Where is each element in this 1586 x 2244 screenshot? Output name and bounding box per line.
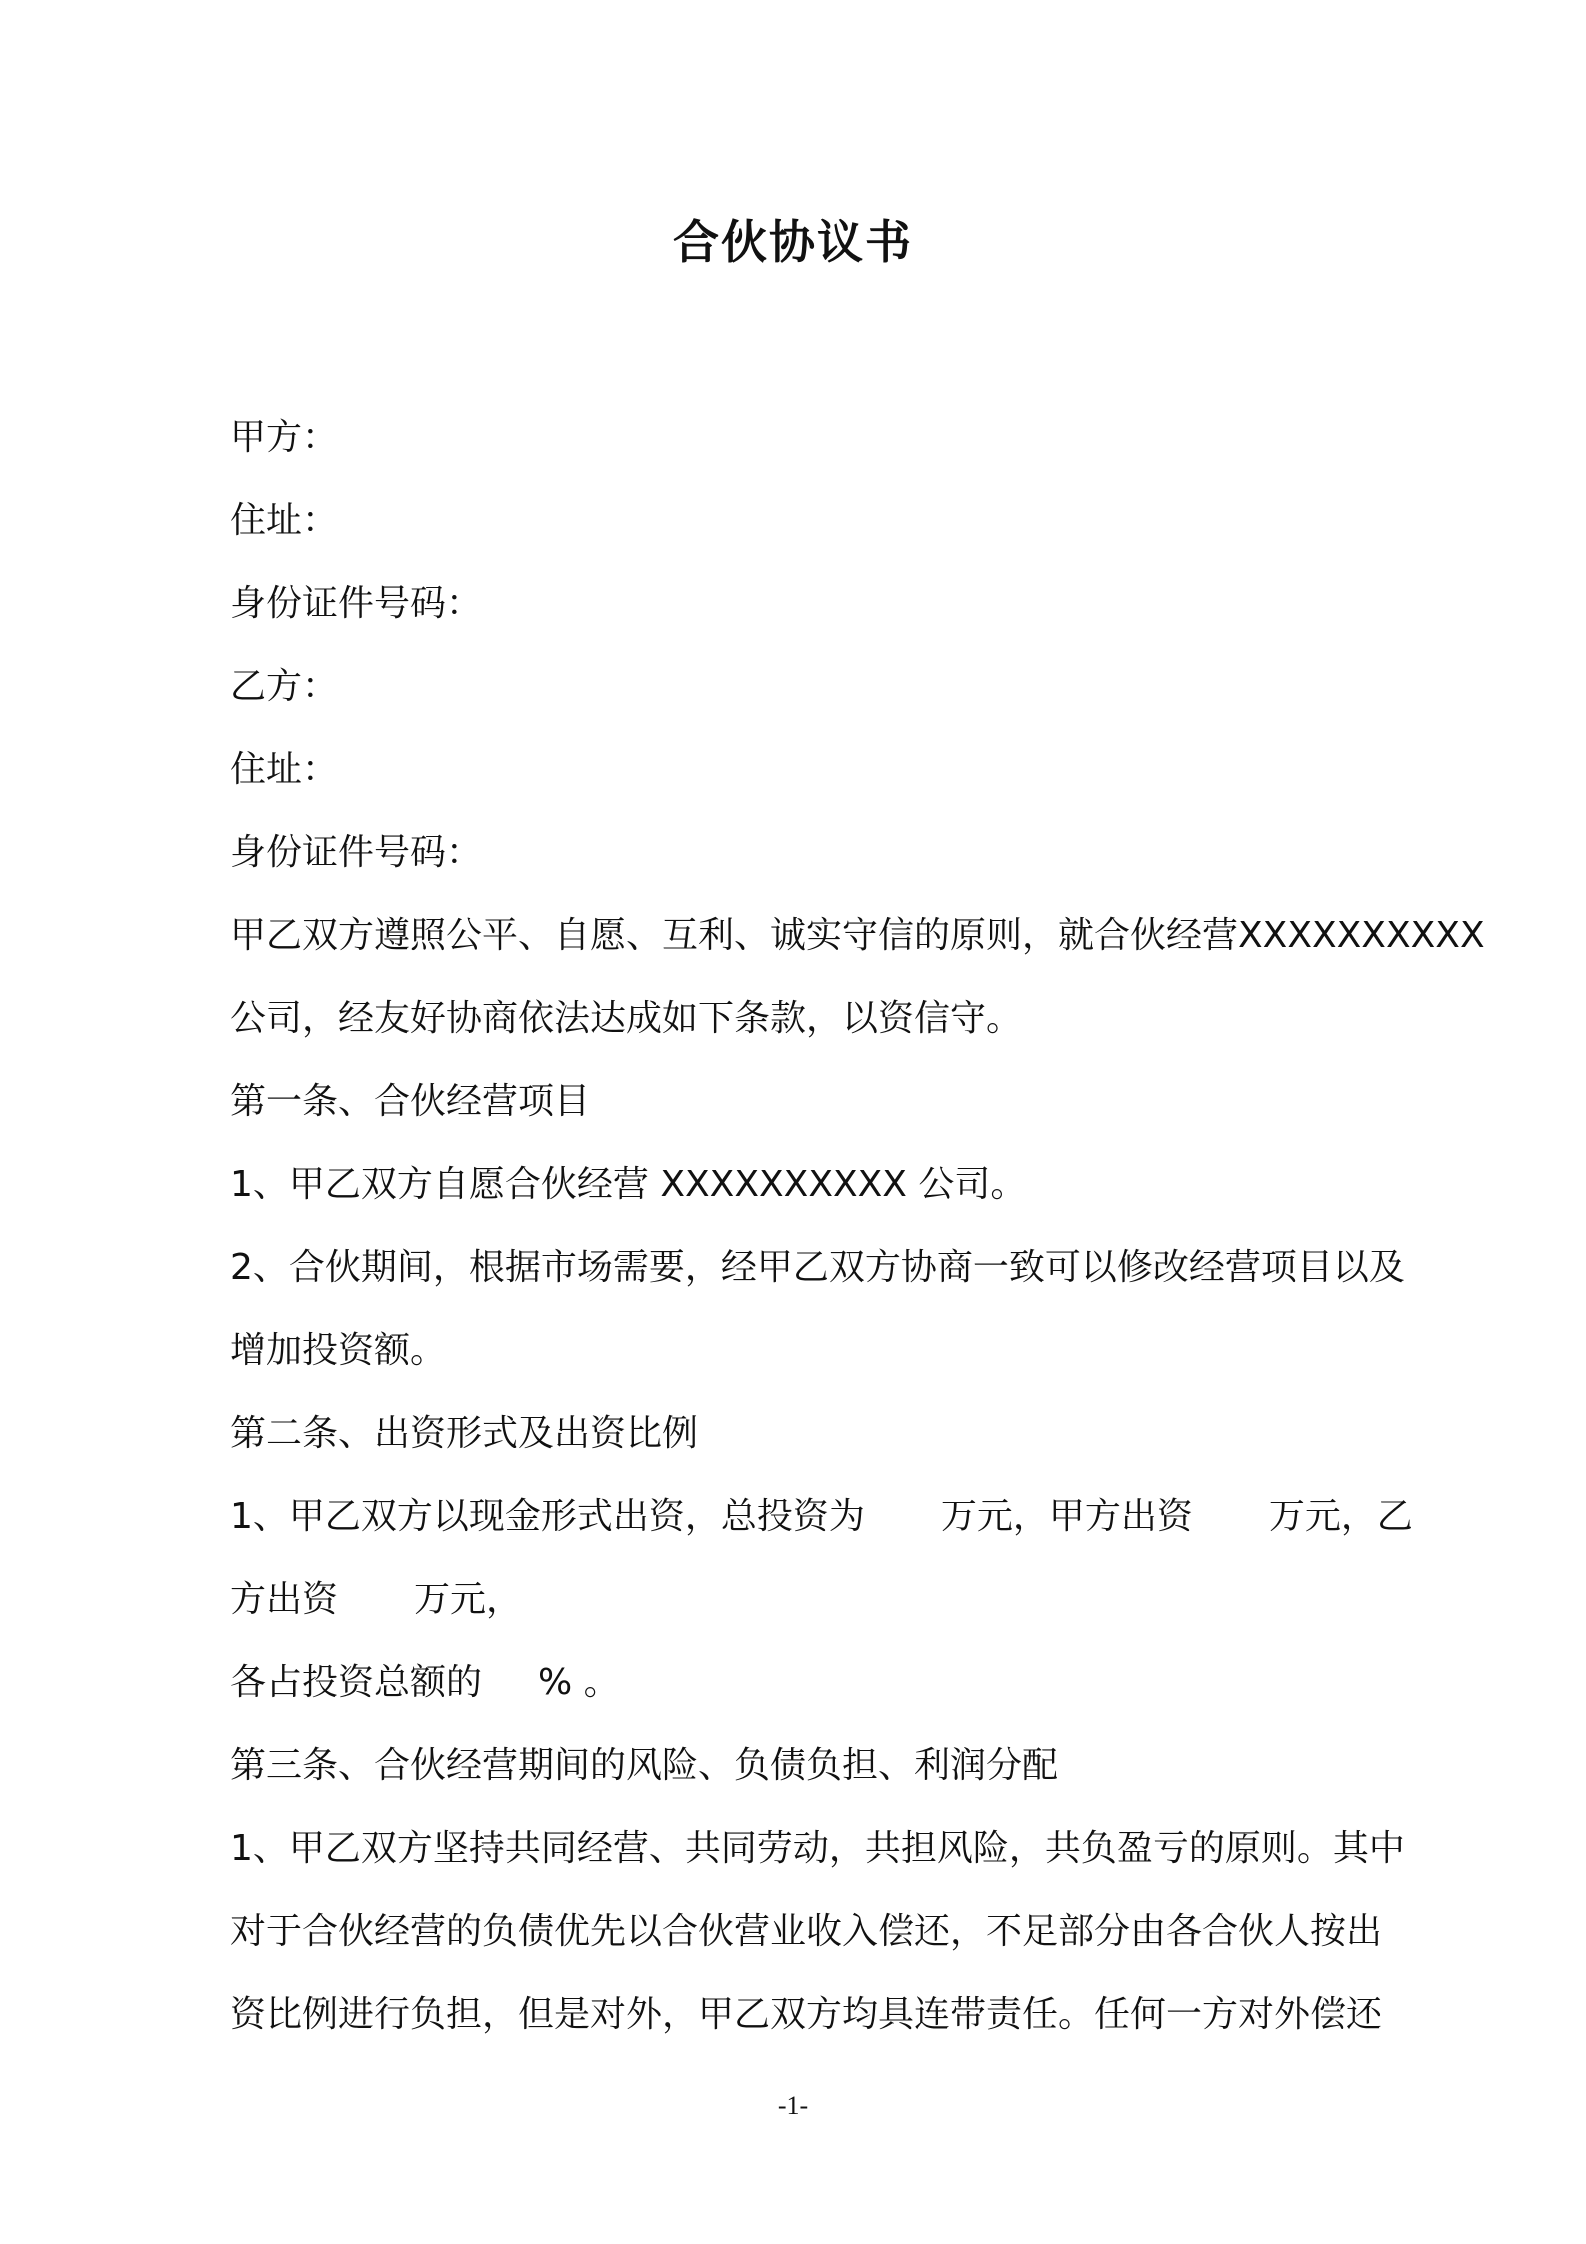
party-a-label: 甲方： [230,417,339,458]
article-3-item-1-line-2: 对于合伙经营的负债优先以合伙营业收入偿还，不足部分由各合伙人按出 [230,1911,1383,1952]
preamble-line-1: 甲乙双方遵照公平、自愿、互利、诚实守信的原则，就合伙经营XXXXXXXXXX [230,915,1485,956]
article-2-item-1-text-g: % 。 [538,1662,620,1703]
article-1-heading: 第一条、合伙经营项目 [230,1081,591,1122]
party-b-address-label: 住址： [230,749,339,790]
article-2-item-1-text-e: 万元， [414,1579,523,1620]
article-2-heading: 第二条、出资形式及出资比例 [230,1413,699,1454]
party-b-label: 乙方： [230,666,339,707]
party-a-id-label: 身份证件号码： [230,583,483,624]
page-number: -1- [777,2091,809,2120]
article-3-heading: 第三条、合伙经营期间的风险、负债负担、利润分配 [230,1745,1059,1786]
article-2-item-1-text-f: 各占投资总额的 [230,1662,483,1703]
article-2-item-1-text-a: 1、甲乙双方以现金形式出资，总投资为 [230,1496,865,1537]
article-3-item-1-line-3: 资比例进行负担，但是对外，甲乙双方均具连带责任。任何一方对外偿还 [230,1994,1383,2035]
article-2-item-1-line-1 [230,1493,1430,1541]
article-2-item-1-line-2 [230,1576,1430,1624]
article-1-item-1: 1、甲乙双方自愿合伙经营 XXXXXXXXXX 公司。 [230,1164,1027,1205]
article-2-item-1-text-d: 方出资 [230,1579,339,1620]
article-3-item-1-line-1: 1、甲乙双方坚持共同经营、共同劳动，共担风险，共负盈亏的原则。其中 [230,1828,1405,1869]
article-1-item-2-line-1: 2、合伙期间，根据市场需要，经甲乙双方协商一致可以修改经营项目以及 [230,1247,1405,1288]
party-b-id-label: 身份证件号码： [230,832,483,873]
preamble-line-2: 公司，经友好协商依法达成如下条款，以资信守。 [230,998,1023,1039]
document-title: 合伙协议书 [673,215,913,269]
article-1-item-2-line-2: 增加投资额。 [230,1330,447,1371]
article-2-item-1-text-c: 万元，乙 [1268,1496,1413,1537]
article-2-item-1-text-b: 万元，甲方出资 [940,1496,1193,1537]
article-2-item-1-line-3 [230,1659,1430,1707]
party-a-address-label: 住址： [230,500,339,541]
